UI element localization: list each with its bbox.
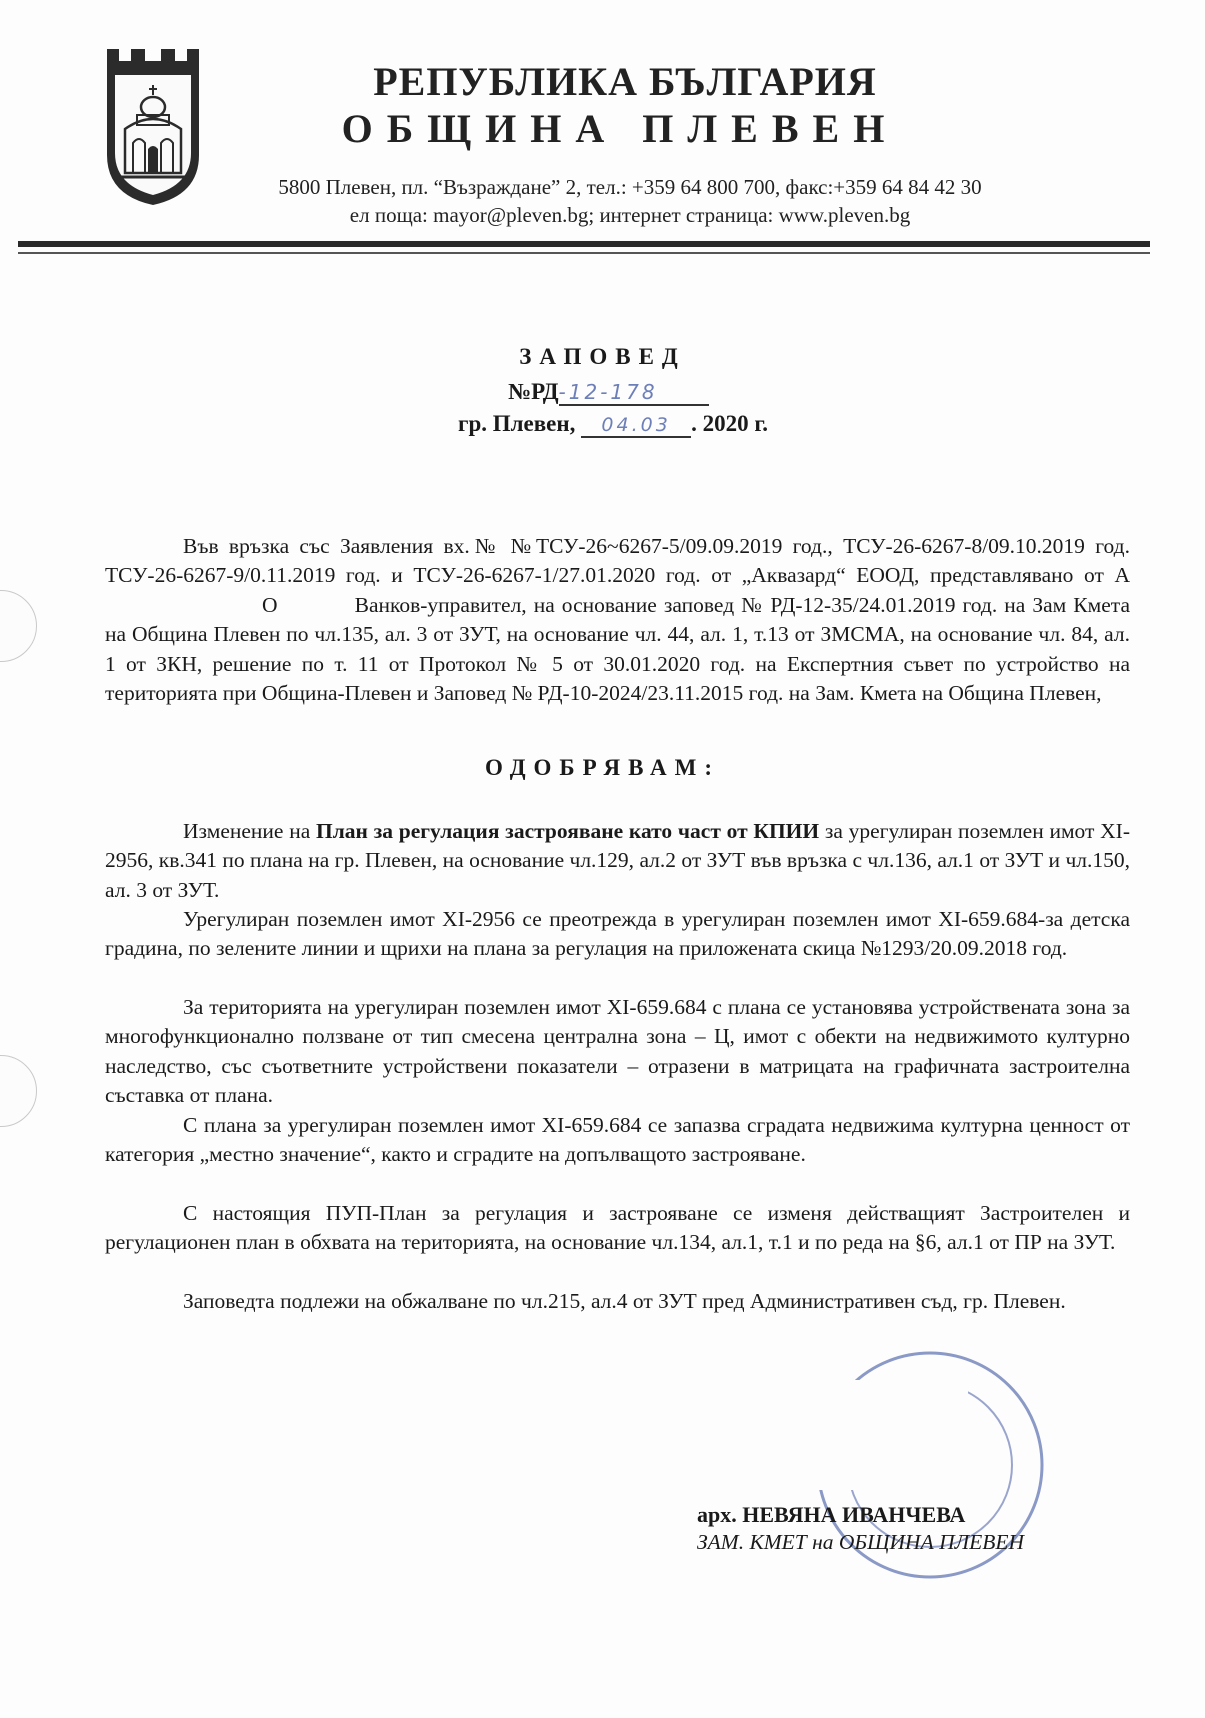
punch-hole [0, 1055, 37, 1127]
decision-paragraph-2: Урегулиран поземлен имот XI-2956 се преотрежда в урегулиран поземлен имот XI-659.684-за детска градина, по зелените линии и щрихи на плана за регулация на приложената скица №1293/20.09.2018 год. [105, 907, 1130, 961]
preamble-text-2: О [255, 592, 278, 617]
header-address: 5800 Плевен, пл. “Възраждане” 2, тел.: +359 64 800 700, факс:+359 64 84 42 30 [278, 175, 982, 199]
decision-text: за урегулиран поземлен имот XI-2956, кв.341 по плана на гр. Плевен, на основание чл.129, ал.2 от ЗУТ във връзка с чл.136, ал.1 от ЗУТ и чл.150, ал. 3 от ЗУТ. [105, 819, 1130, 902]
header-country: РЕПУБЛИКА БЪЛГАРИЯ [373, 59, 877, 104]
header-divider-thin [18, 252, 1150, 254]
order-city: гр. Плевен, [458, 411, 576, 436]
approve-heading: ОДОБРЯВАМ: [484, 755, 721, 780]
punch-hole [0, 590, 37, 662]
order-place-date [458, 411, 768, 438]
header-municipality: ОБЩИНА ПЛЕВЕН [341, 106, 899, 151]
preamble-paragraph [105, 532, 1130, 708]
signer-title: ЗАМ. КМЕТ на ОБЩИНА ПЛЕВЕН [697, 1530, 1025, 1554]
preamble-text-1: Във връзка със Заявления вх.№ №ТСУ-26~6267-5/09.09.2019 год., ТСУ-26-6267-8/09.10.2019 год. ТСУ-26-6267-9/0.11.2019 год. и ТСУ-26-6267-1/27.01.2020 год. от „Аквазард“ ЕООД, представлявано от А [105, 534, 1130, 588]
order-number-prefix: №РД [508, 379, 559, 404]
header-contacts: ел поща: mayor@pleven.bg; интернет страница: www.pleven.bg [349, 203, 911, 227]
order-number-handwritten: -12-178 [559, 380, 709, 406]
decision-text: Изменение на [183, 819, 316, 843]
preamble-text-3: Ванков-управител, на основание заповед № РД-12-35/24.01.2019 год. на Зам Кмета на Община Плевен по чл.135, ал. 3 от ЗУТ, на основание чл. 44, ал. 1, т.13 от ЗМСМА, на основание чл. 84, ал. 1 от ЗКН, решение по т. 11 от Протокол № 5 от 30.01.2020 год. на Експертния съвет по устройство на територията при Община-Плевен и Заповед № РД-10-2024/23.11.2015 год. на Зам. Кмета на Община Плевен, [105, 592, 1130, 706]
decision-paragraph-1 [105, 817, 1130, 905]
header-divider [18, 241, 1150, 247]
order-title: ЗАПОВЕД [519, 344, 686, 369]
decision-paragraph-4: С плана за урегулиран поземлен имот XI-659.684 се запазва сградата недвижима културна ценност от категория „местно значение“, както и сградите на допълващото застрояване. [105, 1113, 1130, 1167]
decision-paragraph-5: С настоящия ПУП-План за регулация и застрояване се изменя действащият Застроителен и регулационен план в обхвата на територията, на основание чл.134, ал.1, т.1 и по реда на §6, ал.1 от ПР на ЗУТ. [105, 1201, 1130, 1255]
order-date-handwritten: 04.03 [581, 414, 691, 438]
redacted-signature [758, 1380, 968, 1490]
decision-paragraph-6: Заповедта подлежи на обжалване по чл.215, ал.4 от ЗУТ пред Административен съд, гр. Плевен. [183, 1289, 1066, 1313]
decision-text-bold: План за регулация застрояване като част от КПИИ [315, 819, 820, 843]
signer-name: арх. НЕВЯНА ИВАНЧЕВА [697, 1502, 966, 1527]
order-year: . 2020 г. [691, 411, 768, 436]
order-number [508, 379, 709, 406]
decision-paragraph-3: За територията на урегулиран поземлен имот XI-659.684 с плана се установява устройствената зона за многофункционално ползване от тип смесена централна зона – Ц, имот с обекти на недвижимото културно наследство, със съответните устройствени показатели – отразени в матрицата на графичната застроителна съставка от плана. [105, 995, 1130, 1108]
